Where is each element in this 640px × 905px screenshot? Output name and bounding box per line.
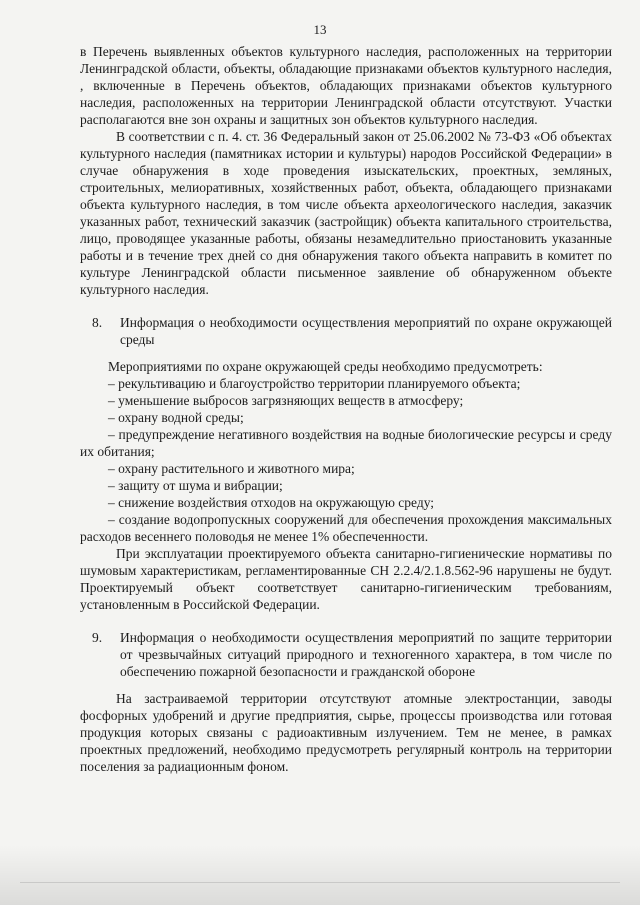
list-item: – охрану растительного и животного мира; [108,461,355,476]
paragraph-heritage-list: в Перечень выявленных объектов культурного наследия, расположенных на территории Ленинградской области, объекты, обладающие признаками объектов культурного наследия, , включенные в Перечень объектов, обладающих признаками объектов культурного наследия, расположенных на территории Ленинградской области отсутствуют. Участки располагаются вне зон охраны и защитных зон объектов культурного наследия. [80,44,612,127]
section-8-heading [92,314,612,348]
section-8-title: Информация о необходимости осуществления мероприятий по охране окружающей среды [120,315,612,347]
list-item: – защиту от шума и вибрации; [108,478,283,493]
section-8-closing: При эксплуатации проектируемого объекта санитарно-гигиенические нормативы по шумовым характеристикам, регламентированные СН 2.2.4/2.1.8.562-96 нарушены не будут. Проектируемый объект соответствует санитарно-гигиеническим требованиям, установленным в Российской Федерации. [80,546,612,612]
section-8-number: 8. [92,315,103,330]
section-9-body: На застраиваемой территории отсутствуют атомные электростанции, заводы фосфорных удобрений и другие предприятия, сырье, процессы производства или готовая продукция которых связаны с радиоактивным излучением. Тем не менее, в рамках проектных предложений, необходимо предусмотреть регулярный контроль на территории поселения за радиационным фоном. [80,691,612,774]
list-item: – уменьшение выбросов загрязняющих веществ в атмосферу; [108,393,464,408]
section-8-intro: Мероприятиями по охране окружающей среды необходимо предусмотреть: [108,359,543,374]
page-number: 13 [313,22,327,37]
section-9-heading [92,629,612,680]
environment-measures-list [80,375,612,545]
list-item: – рекультивацию и благоустройство территории планируемого объекта; [108,376,521,391]
page-content [80,43,612,775]
scan-shadow [0,845,640,905]
section-9-number: 9. [92,630,103,645]
list-item: – охрану водной среды; [108,410,244,425]
list-item: – снижение воздействия отходов на окружающую среду; [108,495,435,510]
scan-artifact-line [20,882,620,883]
section-9-title: Информация о необходимости осуществления мероприятий по защите территории от чрезвычайных ситуаций природного и техногенного характера, в том числе по обеспечению пожарной безопасности и гражданской обороне [120,630,612,679]
list-item: – создание водопропускных сооружений для обеспечения прохождения максимальных расходов весеннего половодья не менее 1% обеспеченности. [80,512,612,544]
paragraph-federal-law: В соответствии с п. 4. ст. 36 Федеральный закон от 25.06.2002 № 73-ФЗ «Об объектах культурного наследия (памятниках истории и культуры) народов Российской Федерации» в случае обнаружения в ходе проведения изыскательских, проектных, земляных, строительных, мелиоративных, хозяйственных работ, объекта, обладающего признаками объекта культурного наследия, в том числе объекта археологического наследия, заказчик указанных работ, технический заказчик (застройщик) объекта капитального строительства, лицо, проводящее указанные работы, обязаны незамедлительно приостановить указанные работы и в течение трех дней со дня обнаружения такого объекта направить в комитет по культуре Ленинградской области письменное заявление об обнаруженном объекте культурного наследия. [80,129,612,297]
list-item: – предупреждение негативного воздействия на водные биологические ресурсы и среду их обитания; [80,427,612,459]
